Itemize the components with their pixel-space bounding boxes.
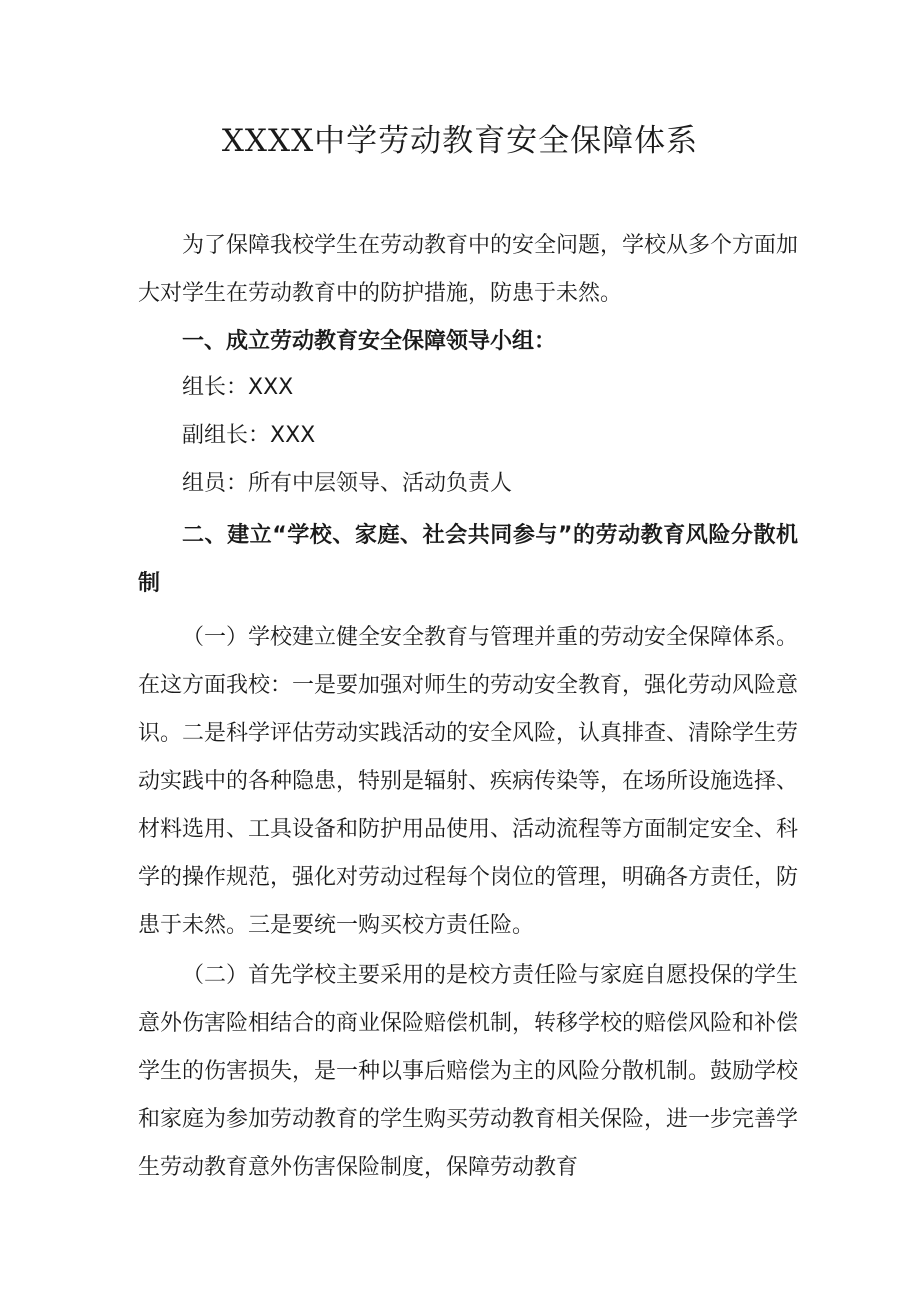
section-2-paragraph-2: （二）首先学校主要采用的是校方责任险与家庭自愿投保的学生意外伤害险相结合的商业保险赔偿机制，转移学校的赔偿风险和补偿学生的伤害损失，是一种以事后赔偿为主的风险分散机制。鼓励学校和家庭为参加劳动教育的学生购买劳动教育相关保险，进一步完善学生劳动教育意外伤害保险制度，保障劳动教育 [138,963,799,1180]
section-2-heading: 二、建立“学校、家庭、社会共同参与”的劳动教育风险分散机制 [138,523,798,596]
intro-paragraph: 为了保障我校学生在劳动教育中的安全问题，学校从多个方面加大对学生在劳动教育中的防护措施，防患于未然。 [138,233,799,306]
deputy-leader-line: 副组长：XXX [182,423,316,448]
document-title: XXXX中学劳动教育安全保障体系 [221,123,699,159]
section-2-paragraph-1: （一）学校建立健全安全教育与管理并重的劳动安全保障体系。在这方面我校：一是要加强对师生的劳动安全教育，强化劳动风险意识。二是科学评估劳动实践活动的安全风险，认真排查、清除学生劳动实践中的各种隐患，特别是辐射、疾病传染等，在场所设施选择、材料选用、工具设备和防护用品使用、活动流程等方面制定安全、科学的操作规范，强化对劳动过程每个岗位的管理，明确各方责任，防患于未然。三是要统一购买校方责任险。 [138,625,799,938]
leader-line: 组长：XXX [182,375,294,400]
members-line: 组员：所有中层领导、活动负责人 [182,471,513,496]
section-1-heading: 一、成立劳动教育安全保障领导小组： [182,329,557,354]
